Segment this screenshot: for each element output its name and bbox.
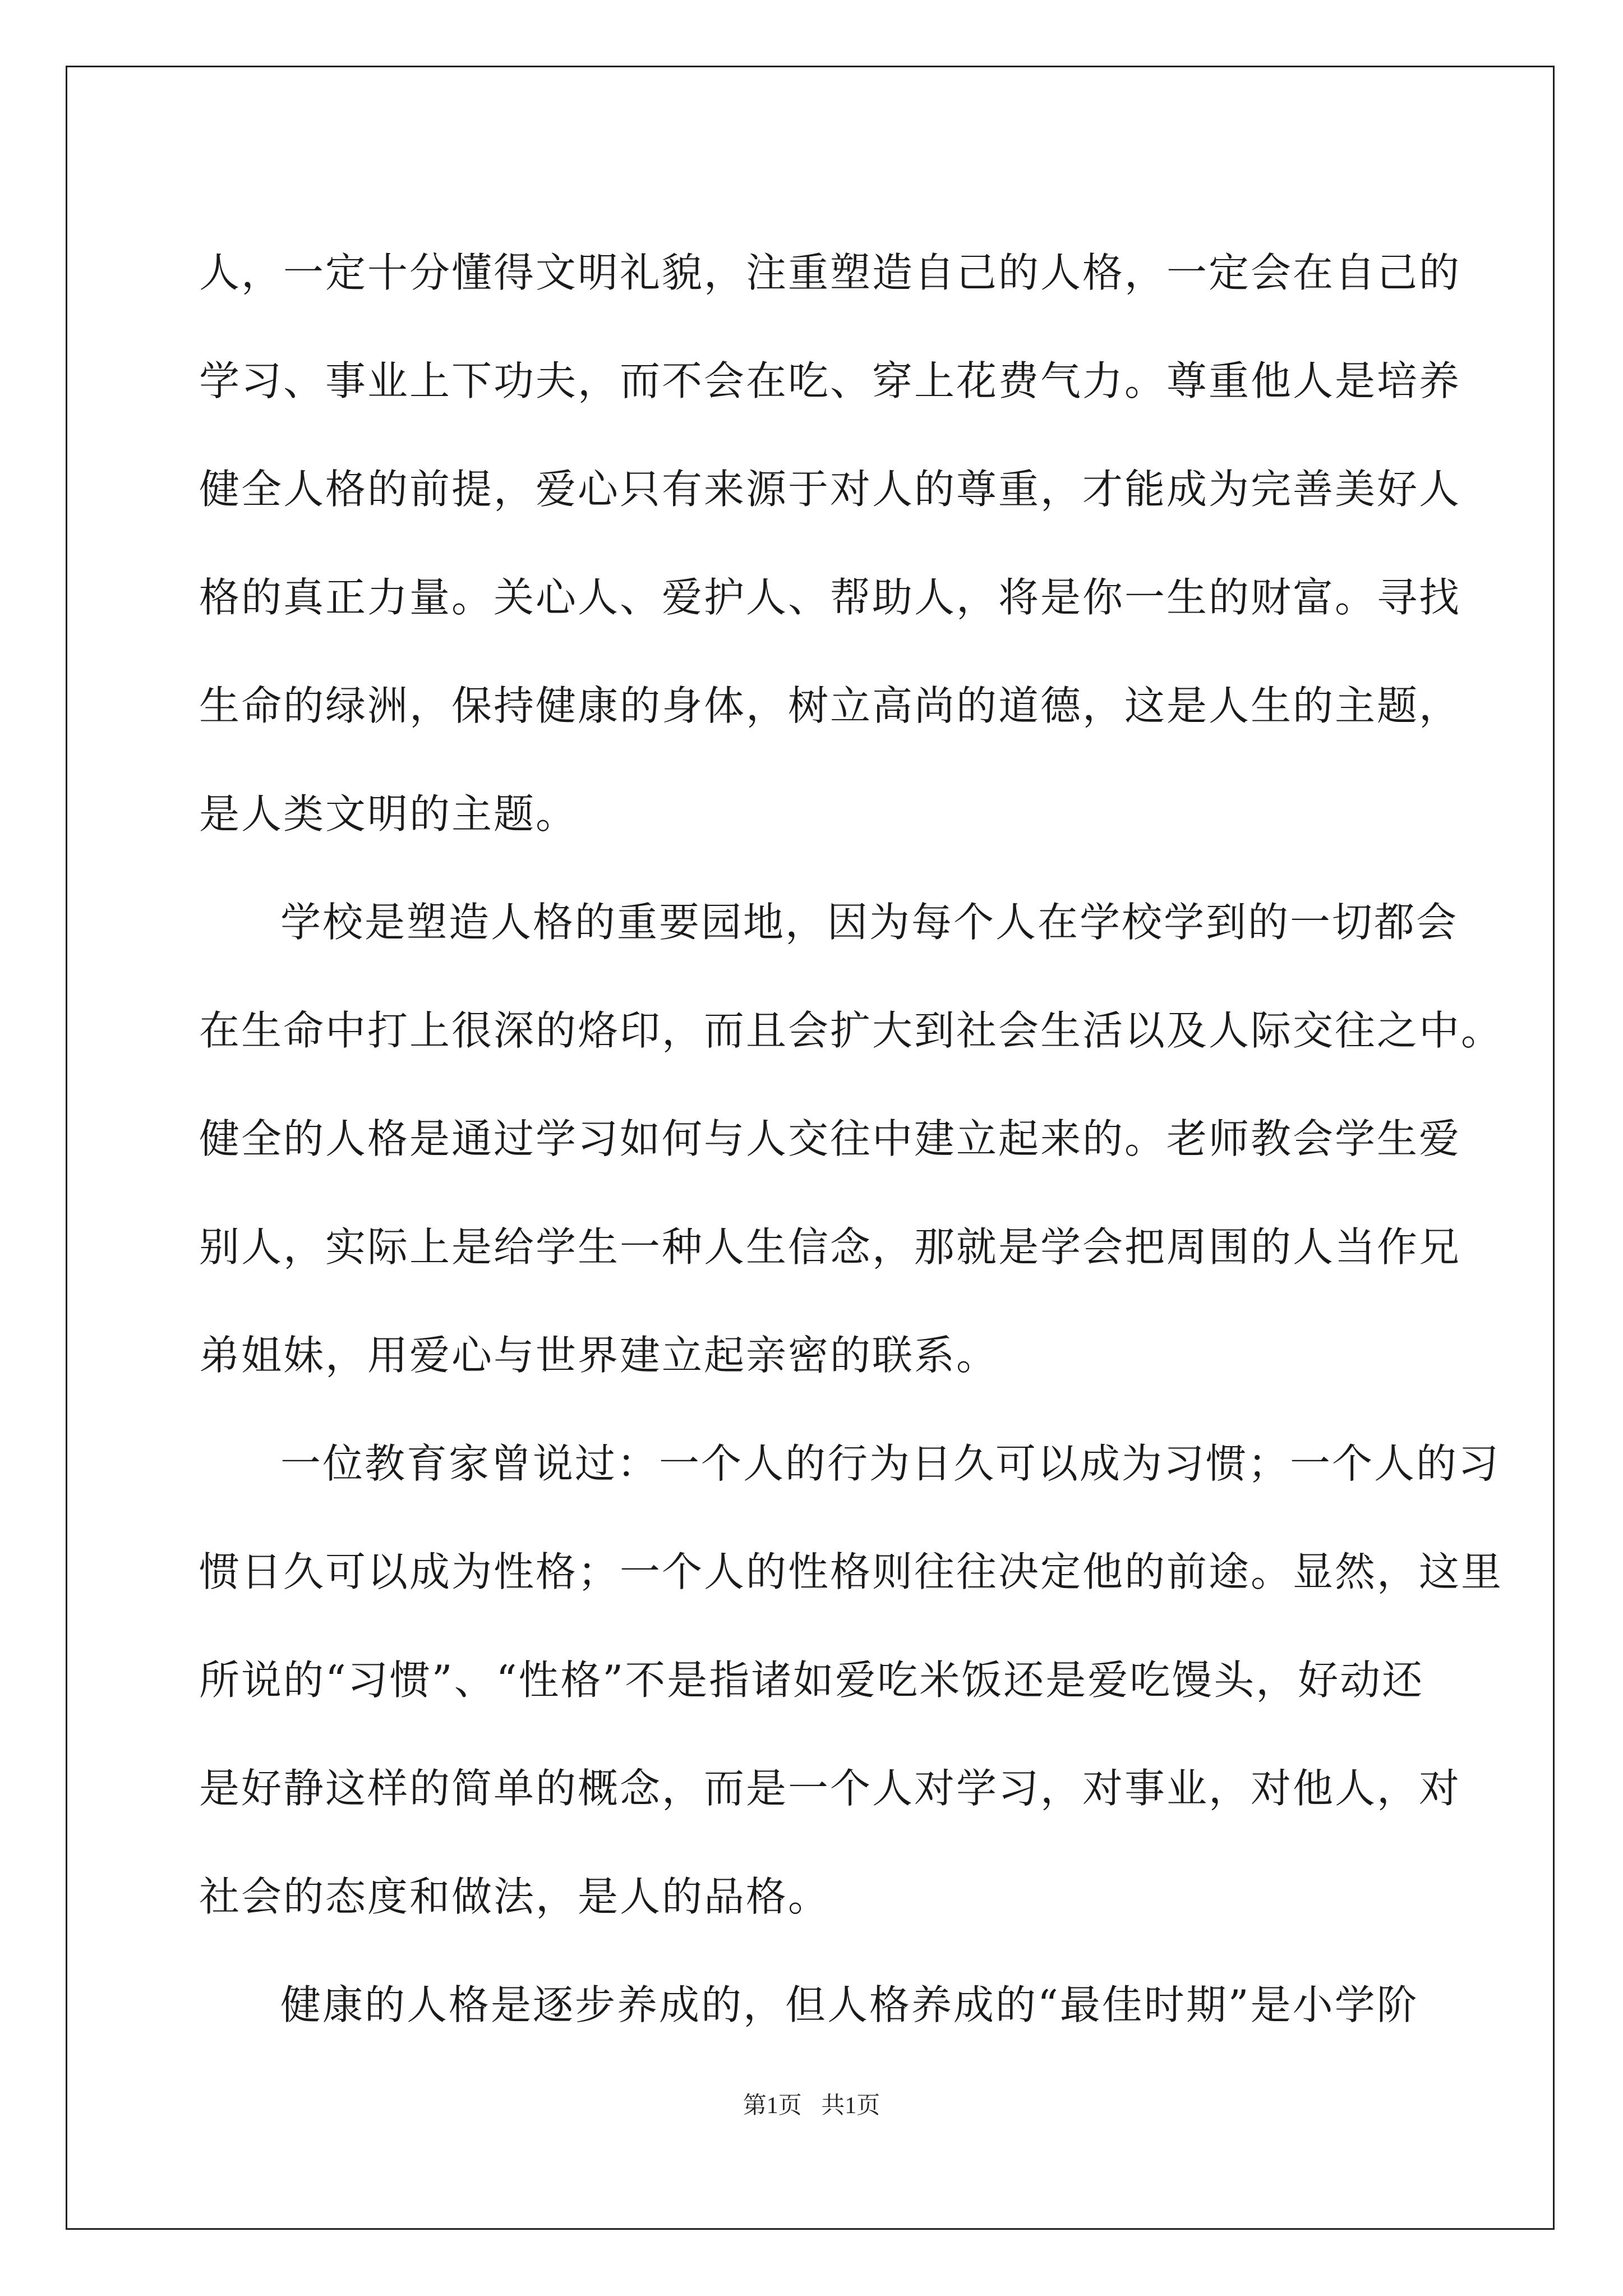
text-line: 一位教育家曾说过：一个人的行为日久可以成为习惯；一个人的习 xyxy=(280,1440,1501,1487)
text-line: 所说的“习惯”、“性格”不是指诸如爱吃米饭还是爱吃馒头，好动还 xyxy=(199,1657,1424,1704)
page-number: 第1页 xyxy=(743,2093,802,2119)
text-line: 惯日久可以成为性格；一个人的性格则往往决定他的前途。显然，这里 xyxy=(199,1548,1504,1595)
paragraph-3 xyxy=(199,1410,1504,1951)
text-line: 健康的人格是逐步养成的，但人格养成的“最佳时期”是小学阶 xyxy=(280,1981,1419,2028)
text-line: 弟姐妹，用爱心与世界建立起亲密的联系。 xyxy=(199,1332,999,1379)
paragraph-1 xyxy=(199,219,1461,868)
text-line: 在生命中打上很深的烙印，而且会扩大到社会生活以及人际交往之中。 xyxy=(199,1007,1504,1054)
document-body xyxy=(199,219,1504,2059)
text-line: 是人类文明的主题。 xyxy=(199,790,578,838)
text-line: 学习、事业上下功夫，而不会在吃、穿上花费气力。尊重他人是培养 xyxy=(199,357,1461,404)
text-line: 健全人格的前提，爱心只有来源于对人的尊重，才能成为完善美好人 xyxy=(199,466,1461,513)
text-line: 格的真正力量。关心人、爱护人、帮助人，将是你一生的财富。寻找 xyxy=(199,574,1461,621)
text-line: 健全的人格是通过学习如何与人交往中建立起来的。老师教会学生爱 xyxy=(199,1115,1461,1162)
text-line: 是好静这样的简单的概念，而是一个人对学习，对事业，对他人，对 xyxy=(199,1765,1461,1812)
text-line: 社会的态度和做法，是人的品格。 xyxy=(199,1873,831,1920)
text-line: 学校是塑造人格的重要园地，因为每个人在学校学到的一切都会 xyxy=(280,899,1459,946)
page-total: 共1页 xyxy=(821,2093,880,2119)
page-footer xyxy=(0,2087,1623,2120)
text-line: 生命的绿洲，保持健康的身体，树立高尚的道德，这是人生的主题， xyxy=(199,682,1461,729)
text-line: 人，一定十分懂得文明礼貌，注重塑造自己的人格，一定会在自己的 xyxy=(199,249,1461,296)
paragraph-2 xyxy=(199,868,1504,1410)
text-line: 别人，实际上是给学生一种人生信念，那就是学会把周围的人当作兄 xyxy=(199,1223,1461,1271)
paragraph-4 xyxy=(199,1951,1433,2059)
